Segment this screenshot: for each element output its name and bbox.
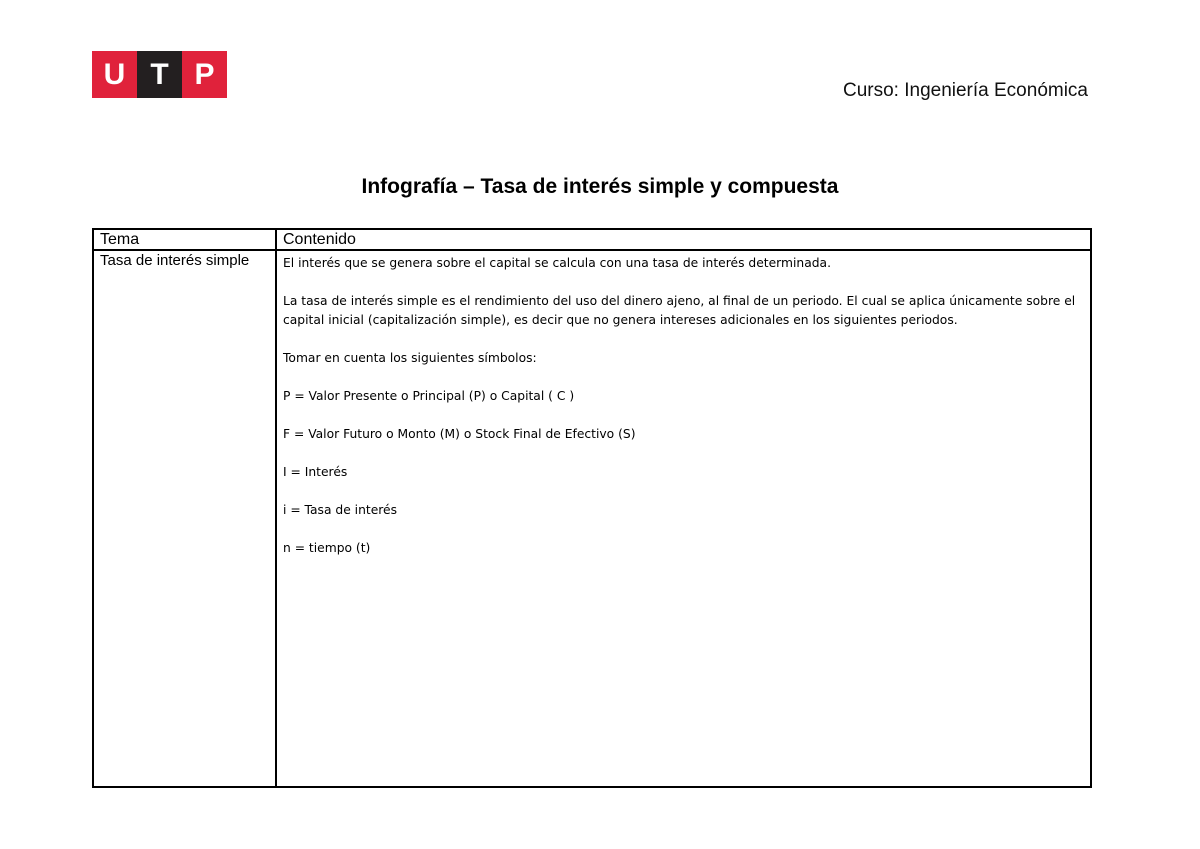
symbol-n: n = tiempo (t) <box>283 541 371 555</box>
logo-letter-t: T <box>137 51 182 98</box>
utp-logo <box>92 51 227 98</box>
logo-letter-p: P <box>182 51 227 98</box>
paragraph-explanation: La tasa de interés simple es el rendimiento del uso del dinero ajeno, al final de un periodo. El cual se aplica únicamente sobre el capital inicial (capitalización simple), es decir que no genera intereses adicionales en los siguientes periodos. <box>283 294 1076 327</box>
contenido-cell <box>283 254 1083 577</box>
content-table <box>92 228 1092 788</box>
paragraph-symbols-intro: Tomar en cuenta los siguientes símbolos: <box>283 351 537 365</box>
paragraph-definition: El interés que se genera sobre el capital se calcula con una tasa de interés determinada. <box>283 256 831 270</box>
header-divider <box>94 249 1090 251</box>
column-divider <box>275 230 277 786</box>
column-header-contenido: Contenido <box>283 231 356 248</box>
column-header-tema: Tema <box>100 231 140 248</box>
page-title: Infografía – Tasa de interés simple y compuesta <box>361 175 839 198</box>
tema-cell: Tasa de interés simple <box>100 252 250 269</box>
course-label: Curso: Ingeniería Económica <box>842 80 1088 101</box>
logo-letter-u: U <box>92 51 137 98</box>
symbol-p: P = Valor Presente o Principal (P) o Capital ( C ) <box>283 389 575 403</box>
symbol-i-upper: I = Interés <box>283 465 348 479</box>
symbol-i-lower: i = Tasa de interés <box>283 503 398 517</box>
symbol-f: F = Valor Futuro o Monto (M) o Stock Final de Efectivo (S) <box>283 427 636 441</box>
